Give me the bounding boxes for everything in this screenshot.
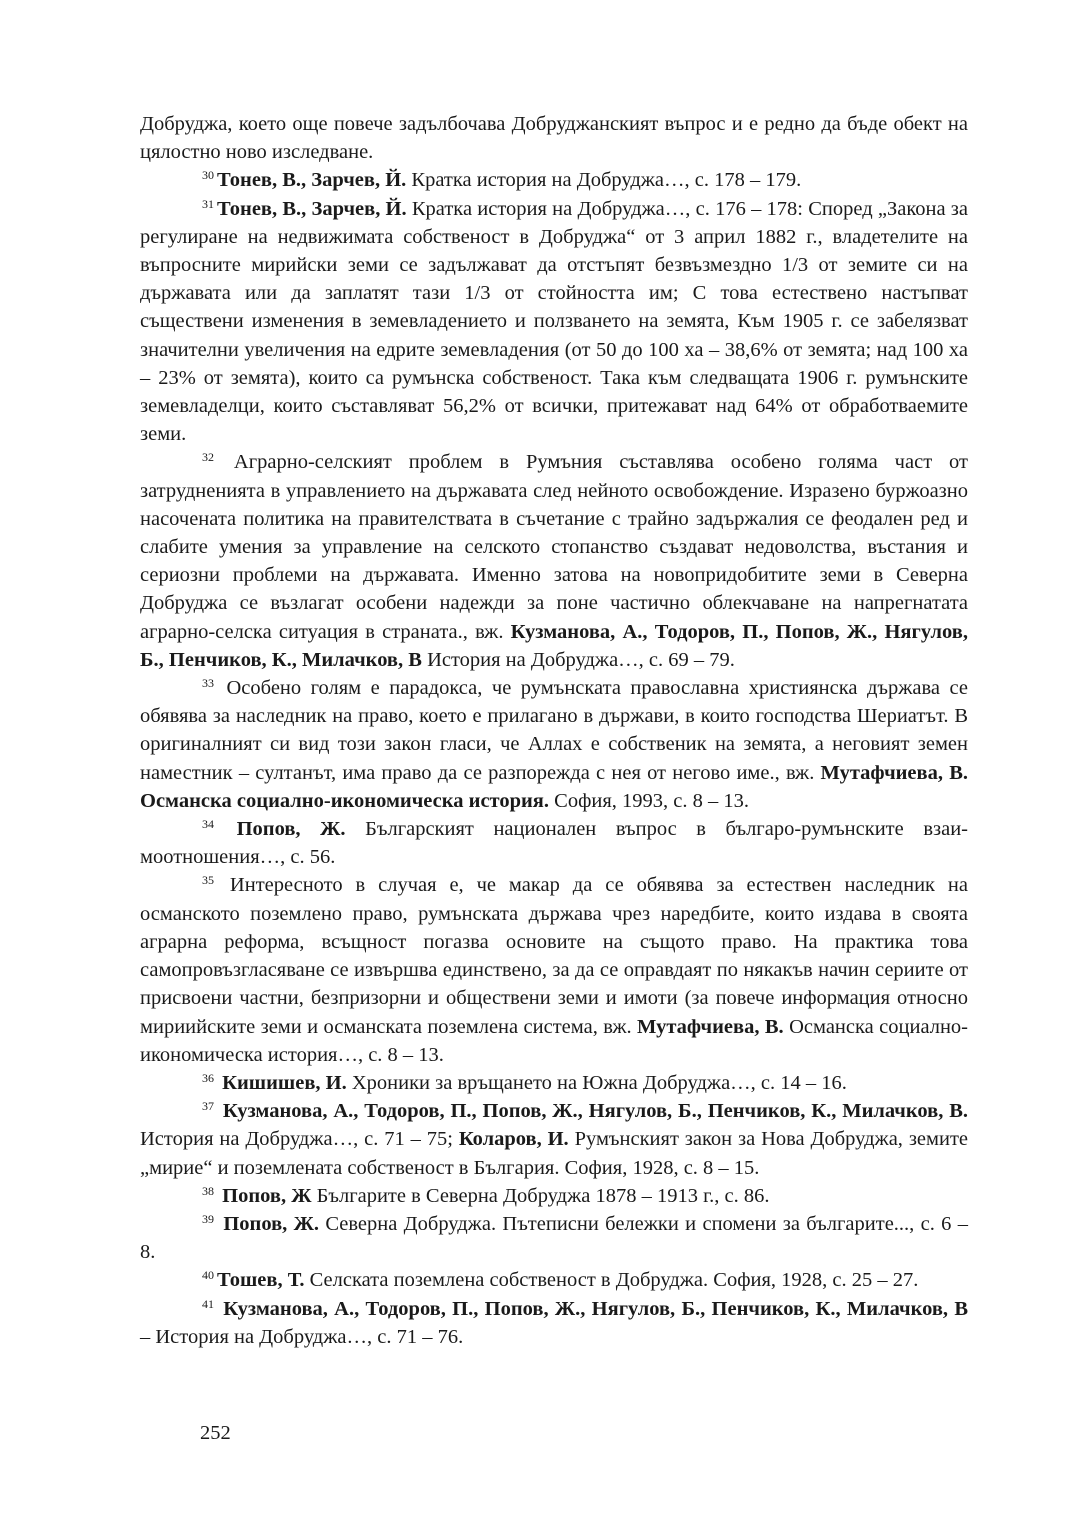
footnote-40 bbox=[140, 1266, 968, 1294]
footnote-number: 38 bbox=[202, 1183, 214, 1198]
footnote-author: Тонев, В., Зарчев, Й. bbox=[217, 197, 407, 220]
continuation-paragraph: Добруджа, което още повече задълбочава Добруджанският въпрос и е редно да бъде обект на цялостно ново изследване. bbox=[140, 113, 968, 164]
footnote-text: Кратка история на Добруджа…, с. 178 – 179. bbox=[406, 169, 802, 192]
footnote-text: Аграрно-селският проблем в Румъния съставлява особено голяма част от затрудненията в управлението на държавата след нейното освобождение. Изразено буржоазно насочената политика на правителствата в съчетание с трайно задържалия се феодален ред и слабите умения за управление на селското стопанство създават недоволства, въстания и сериозни проблеми на държавата. Именно затова на новопридобитите земи в Северна Добруджа се възлагат особени надежди за поне частично облекчаване на напрегнатата аграрно-селска ситуация в страната., вж. bbox=[140, 451, 968, 643]
footnote-author: Тошев, Т. bbox=[217, 1269, 305, 1292]
footnote-text: Селската поземлена собственост в Добруджа. София, 1928, с. 25 – 27. bbox=[304, 1269, 919, 1292]
footnote-text: Особено голям е парадокса, че румънската православна християнска държава се обявява за наследник на право, което е прилагано в държави, в които господства Шериатът. В оригиналният си вид този закон гласи, че Аллах е собственик на земята, а неговият земен наместник – султанът, има право да се разпорежда с нея от негово име., вж. bbox=[140, 677, 968, 784]
footnote-author: Кузманова, А., Тодоров, П., Попов, Ж., Нягулов, Б., Пенчиков, К., Милачков, В bbox=[140, 620, 968, 671]
footnote-34 bbox=[140, 815, 968, 871]
footnote-text: Румънският закон за Нова Добруджа, земите „мирие“ и поземлената собственост в България. София, 1928, с. 8 – 15. bbox=[140, 1128, 969, 1179]
footnote-31 bbox=[140, 195, 968, 449]
footnote-41 bbox=[140, 1295, 968, 1351]
footnote-number: 37 bbox=[202, 1099, 214, 1114]
footnote-author: Кишишев, И. bbox=[217, 1071, 347, 1094]
footnote-38 bbox=[140, 1182, 968, 1210]
footnote-33 bbox=[140, 674, 968, 815]
footnote-text: София, 1993, с. 8 – 13. bbox=[549, 789, 749, 812]
footnote-text: Българският национален въпрос в българо-румънските взаи- моотношения…, с. 56. bbox=[140, 818, 968, 869]
footnote-number: 31 bbox=[202, 196, 214, 211]
footnote-number: 35 bbox=[202, 873, 214, 888]
footnote-author: Попов, Ж. bbox=[217, 818, 346, 841]
footnote-35 bbox=[140, 871, 968, 1068]
footnote-30 bbox=[140, 166, 968, 194]
footnote-text: Кратка история на Добруджа…, с. 176 – 178: Според „Закона за регулиране на недвижимата собственост в Добруджа“ от 3 април 1882 г., владетелите на въпросните мирийски земи се задължават да отстъпят безвъзмездно 1/3 от земите си на държавата или да заплатят тази 1/3 от стойността им; С това естествено настъпват съществени изменения в земевладението и ползването на земята, Към 1905 г. се забелязват значителни увеличения на едрите земевладения (от 50 до 100 ха – 38,6% от земята; над 100 ха – 23% от земята), които са румънска собственост. Така към следващата 1906 г. румънските земевладелци, които съставляват 56,2% от всички, притежават над 64% от обработваемите земи. bbox=[140, 197, 969, 446]
page-number: 252 bbox=[200, 1422, 231, 1444]
footnote-37 bbox=[140, 1097, 968, 1182]
footnote-text: Османска социално-икономическа история…, с. 8 – 13. bbox=[140, 1015, 969, 1066]
footnote-text: История на Добруджа…, с. 71 – 75; bbox=[140, 1128, 459, 1151]
footnote-number: 32 bbox=[202, 450, 214, 465]
footnote-number: 36 bbox=[202, 1070, 214, 1085]
footnote-number: 41 bbox=[202, 1296, 214, 1311]
footnote-number: 39 bbox=[202, 1211, 214, 1226]
footnote-text: История на Добруджа…, с. 69 – 79. bbox=[421, 648, 735, 671]
footnote-author: Коларов, И. bbox=[458, 1128, 569, 1151]
footnote-text: Северна Добруджа. Пътеписни бележки и спомени за българите..., с. 6 – 8. bbox=[140, 1212, 968, 1264]
footnote-author: Кузманова, А., Тодоров, П., Попов, Ж., Нягулов, Б., Пенчиков, К., Милачков, В bbox=[217, 1297, 968, 1320]
footnote-text: Хроники за връщането на Южна Добруджа…, с. 14 – 16. bbox=[346, 1071, 847, 1094]
footnotes-list bbox=[140, 166, 968, 1351]
page-body bbox=[140, 110, 968, 1351]
footnote-number: 30 bbox=[202, 168, 214, 183]
footnote-text: Българите в Северна Добруджа 1878 – 1913 г., с. 86. bbox=[311, 1184, 770, 1207]
footnote-author: Попов, Ж. bbox=[217, 1212, 319, 1235]
footnote-36 bbox=[140, 1069, 968, 1097]
footnote-number: 33 bbox=[202, 676, 214, 691]
footnote-text: – История на Добруджа…, с. 71 – 76. bbox=[140, 1325, 464, 1348]
footnote-number: 34 bbox=[202, 817, 214, 832]
footnote-author: Мутафчиева, В. bbox=[637, 1015, 784, 1038]
footnote-author: Мутафчиева, В. Османска социално-икономическа история. bbox=[140, 761, 968, 812]
footnote-author: Тонев, В., Зарчев, Й. bbox=[217, 169, 407, 192]
footnote-author: Попов, Ж bbox=[217, 1184, 312, 1207]
footnote-32 bbox=[140, 448, 968, 674]
footnote-39 bbox=[140, 1210, 968, 1266]
footnote-author: Кузманова, А., Тодоров, П., Попов, Ж., Нягулов, Б., Пенчиков, К., Милачков, В. bbox=[217, 1100, 968, 1123]
footnote-number: 40 bbox=[202, 1268, 214, 1283]
footnote-text: Интересното в случая е, че макар да се обявява за естествен наследник на османското поземлено право, румънската държава чрез наредбите, които издава в своята аграрна реформа, всъщност погазва основите на същото право. На практика това самопровъзгласяване се извършва единствено, за да се оправдаят по някакъв начин сериите от присвоени частни, безпризорни и обществени земи и имоти (за повече информация относно мириийските земи и османската поземлена система, вж. bbox=[140, 874, 968, 1038]
